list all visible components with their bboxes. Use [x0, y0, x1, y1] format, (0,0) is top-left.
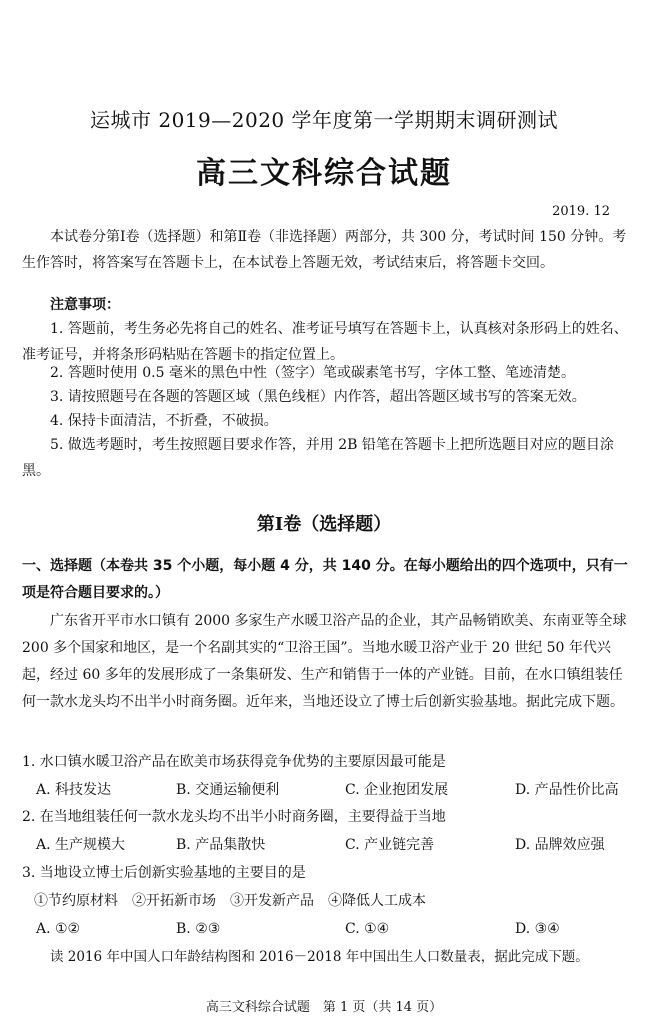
- question-1-option-a[interactable]: A. 科技发达: [36, 782, 112, 798]
- note-item-1: 1. 答题前，考生务必先将自己的姓名、准考证号填写在答题卡上，认真核对条形码上的姓名、准考证号，并将条形码粘贴在答题卡的指定位置上。: [22, 321, 628, 363]
- question-2-option-a[interactable]: A. 生产规模大: [36, 837, 126, 853]
- note-item-5: 5. 做选考题时，考生按照题目要求作答，并用 2B 铅笔在答题卡上把所选题目对应的题目涂黑。: [22, 437, 614, 479]
- question-3-choices: ①节约原材料 ②开拓新市场 ③开发新产品 ④降低人工成本: [34, 893, 426, 909]
- question-1-stem: 1. 水口镇水暖卫浴产品在欧美市场获得竞争优势的主要原因最可能是: [22, 754, 446, 770]
- question-3-option-a[interactable]: A. ①②: [36, 921, 81, 937]
- question-2-option-b[interactable]: B. 产品集散快: [176, 837, 266, 853]
- intro-paragraph: 本试卷分第Ⅰ卷（选择题）和第Ⅱ卷（非选择题）两部分，共 300 分，考试时间 150 分钟。考生作答时，将答案写在答题卡上，在本试卷上答题无效，考试结束后，将答题卡交回。: [22, 229, 627, 271]
- page-footer: 高三文科综合试题 第 1 页（共 14 页）: [205, 1000, 443, 1015]
- question-3-stem: 3. 当地设立博士后创新实验基地的主要目的是: [22, 865, 306, 881]
- question-2-option-c[interactable]: C. 产业链完善: [345, 837, 435, 853]
- note-item-3: 3. 请按照题号在各题的答题区域（黑色线框）内作答，超出答题区域书写的答案无效。: [50, 389, 586, 405]
- exam-main-title: 运城市 2019—2020 学年度第一学期期末调研测试: [89, 108, 558, 132]
- note-item-2: 2. 答题时使用 0.5 毫米的黑色中性（签字）笔或碳素笔书写，字体工整、笔迹清楚。: [50, 365, 575, 381]
- section-instruction: 一、选择题（本卷共 35 个小题，每小题 4 分，共 140 分。在每小题给出的四个选项中，只有一项是符合题目要求的。）: [22, 558, 628, 601]
- question-1-option-b[interactable]: B. 交通运输便利: [176, 782, 280, 798]
- question-2-stem: 2. 在当地组装任何一款水龙头均不出半小时商务圈，主要得益于当地: [22, 809, 446, 825]
- question-3-option-d[interactable]: D. ③④: [515, 921, 560, 937]
- notes-heading: 注意事项：: [50, 297, 120, 313]
- question-3-option-b[interactable]: B. ②③: [176, 921, 221, 937]
- exam-subject-title: 高三文科综合试题: [196, 156, 452, 191]
- exam-date: 2019. 12: [552, 204, 610, 219]
- section-title: 第Ⅰ卷（选择题）: [256, 514, 392, 535]
- note-item-4: 4. 保持卡面清洁，不折叠，不破损。: [50, 413, 278, 429]
- question-2-option-d[interactable]: D. 品牌效应强: [515, 837, 605, 853]
- next-passage-intro: 读 2016 年中国人口年龄结构图和 2016－2018 年中国出生人口数量表，据此完成下题。: [50, 949, 589, 965]
- question-1-option-d[interactable]: D. 产品性价比高: [515, 782, 619, 798]
- question-1-option-c[interactable]: C. 企业抱团发展: [345, 782, 449, 798]
- question-3-option-c[interactable]: C. ①④: [345, 921, 390, 937]
- passage-text: 广东省开平市水口镇有 2000 多家生产水暖卫浴产品的企业，其产品畅销欧美、东南亚等全球 200 多个国家和地区，是一个名副其实的“卫浴王国”。当地水暖卫浴产业于 20 世纪 50 年代兴起，经过 60 多年的发展形成了一条集研发、生产和销售于一体的产业链。目前，在水口镇组装任何一款水龙头均不出半小时商务圈。近年来，当地还设立了博士后创新实验基地。据此完成下题。: [22, 613, 627, 710]
